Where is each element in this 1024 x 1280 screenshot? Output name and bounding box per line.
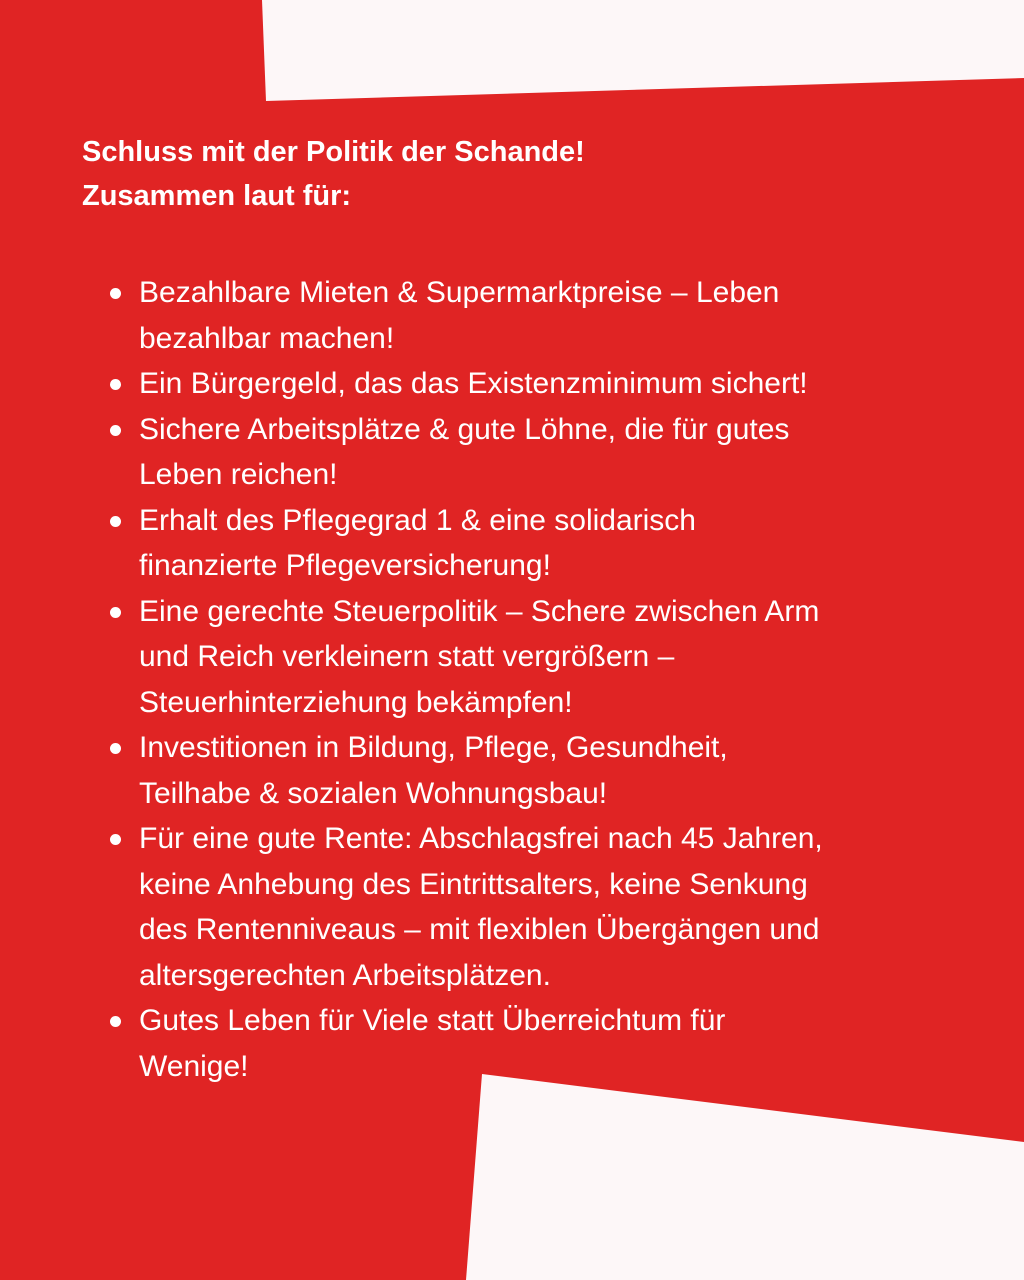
list-item: Für eine gute Rente: Abschlagsfrei nach 45 Jahren, keine Anhebung des Eintrittsalters, keine Senkung des Rentenniveaus – mit flexiblen Übergängen und altersgerechten Arbeitsplätzen. — [82, 816, 962, 998]
list-item: Sichere Arbeitsplätze & gute Löhne, die für gutes Leben reichen! — [82, 407, 962, 498]
list-item: Bezahlbare Mieten & Supermarktpreise – Leben bezahlbar machen! — [82, 270, 962, 361]
list-item: Gutes Leben für Viele statt Überreichtum für Wenige! — [82, 998, 962, 1089]
list-item: Investitionen in Bildung, Pflege, Gesundheit, Teilhabe & sozialen Wohnungsbau! — [82, 725, 962, 816]
list-item: Ein Bürgergeld, das das Existenzminimum sichert! — [82, 361, 962, 407]
list-item: Erhalt des Pflegegrad 1 & eine solidarisch finanzierte Pflegeversicherung! — [82, 498, 962, 589]
headline-line-2: Zusammen laut für: — [82, 180, 352, 212]
demands-list — [82, 270, 962, 1089]
bottom-right-white-shape — [466, 1074, 1024, 1280]
headline — [82, 130, 962, 218]
list-item: Eine gerechte Steuerpolitik – Schere zwischen Arm und Reich verkleinern statt vergrößern – Steuerhinterziehung bekämpfen! — [82, 589, 962, 726]
headline-line-1: Schluss mit der Politik der Schande! — [82, 136, 585, 168]
main-content — [82, 130, 962, 1089]
top-right-white-shape — [262, 0, 1024, 101]
